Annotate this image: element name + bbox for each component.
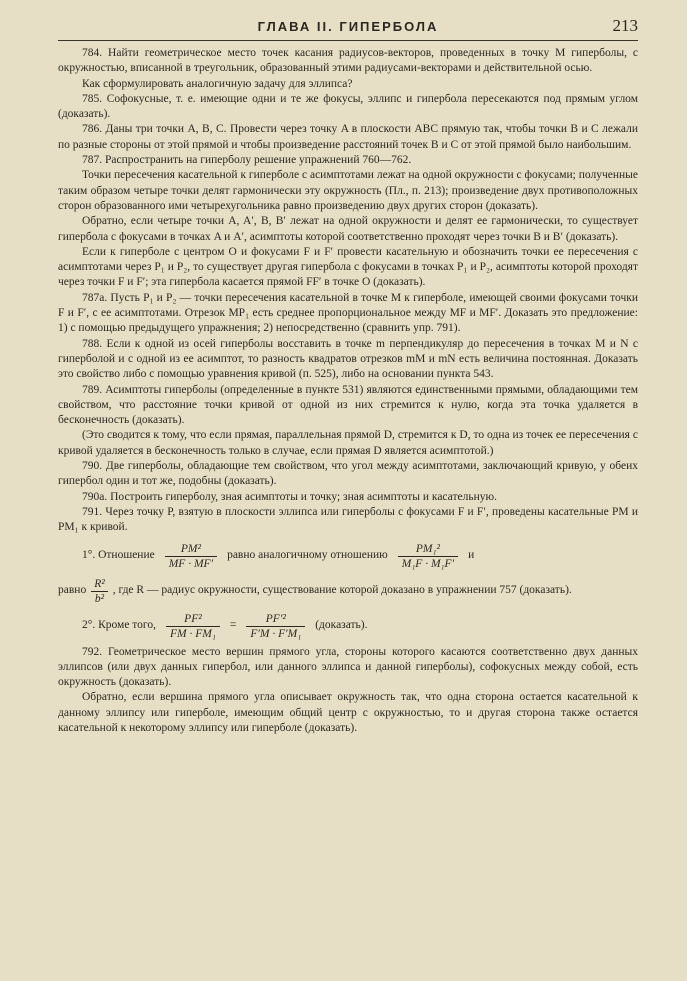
paragraph-792-b: Обратно, если вершина прямого угла описывает окружность так, что одна сторона остается касательной к данному эллипсу или гиперболе, имеющим общий центр с окружностью, то и другая сторона также остается касательной к некоторому эллипсу или гиперболе (доказать).	[58, 691, 638, 734]
paragraph-788: 788. Если к одной из осей гиперболы восставить в точке m перпендикуляр до пересечения в точках M и N с гиперболой и с одной из ее асимптот, то разность квадратов отрезков mM и mN есть величина постоянная. Доказать это свойство либо с помощью уравнения кривой (п. 525), либо на основании пункта 543.	[58, 337, 638, 381]
item-1-line-2	[58, 577, 638, 606]
paragraph-787a: 787а. Пусть P₁ и P₂ — точки пересечения касательной в точке M к гиперболе, имеющей своими фокусами точки F и F′, с ее асимптотами. Отрезок MP₁ есть среднее пропорциональное между MF и MF′. Доказать это предложение: 1) с помощью предыдущего упражнения; 2) непосредственно (сравнить упр. 791).	[58, 291, 638, 335]
paragraph-785: 785. Софокусные, т. е. имеющие одни и те же фокусы, эллипс и гипербола пересекаются под прямым углом (доказать).	[58, 92, 638, 121]
paragraph-784-question: Как сформулировать аналогичную задачу для эллипса?	[82, 77, 353, 90]
page-header	[58, 16, 638, 41]
item-2-lead: 2°. Кроме того,	[82, 619, 156, 632]
page-body	[58, 46, 638, 736]
item-1-line2-lead: равно	[58, 584, 87, 597]
fraction-r-over-b	[90, 577, 108, 606]
item-1-line2-text: , где R — радиус окружности, существование которой доказано в упражнении 757 (доказать).	[112, 584, 572, 597]
item-1-middle: равно аналогичному отношению	[227, 549, 388, 562]
fraction-denominator: b²	[91, 591, 108, 606]
fraction-pm-over-mf	[165, 542, 217, 571]
fraction-numerator: PM²	[180, 542, 201, 555]
paragraph-787-d: Если к гиперболе с центром O и фокусами F и F′ провести касательную и обозначить точки ее пересечения с асимптотами через P₁ и P₂, то существует другая гипербола с фокусами в точках P₁ и P₂, асимптоты которой проходят через точки F и F′; эта гипербола касается прямой FF′ в точке O (доказать).	[58, 245, 638, 289]
paragraph-789: 789. Асимптоты гиперболы (определенные в пункте 531) являются единственными прямыми, обладающими тем свойством, что расстояние точки кривой от одной из них стремится к нулю, когда эта точка удаляется в бесконечность (доказать).	[58, 383, 638, 427]
paragraph-784: 784. Найти геометрическое место точек касания радиусов-векторов, проведенных в точку M гиперболы, с окружностью, вписанной в треугольник, образованный этими радиусами-векторами и действительной осью.	[58, 47, 638, 75]
paragraph-789-note: (Это сводится к тому, что если прямая, параллельная прямой D, стремится к D, то одна из точек ее пересечения с кривой удаляется в бесконечность только в случае, если прямая D является асимптотой.)	[58, 429, 638, 457]
fraction-denominator: F′M · F′M₁	[246, 626, 305, 641]
paragraph-790: 790. Две гиперболы, обладающие тем свойством, что угол между асимптотами, заключающий кривую, у обеих гипербол один и тот же, подобны (доказать).	[58, 460, 638, 488]
equals-sign: =	[229, 619, 237, 632]
paragraph-787-c: Обратно, если четыре точки A, A′, B, B′ лежат на одной окружности и делят ее гармонически, то существует гипербола с фокусами в точках A и A′, асимптоты которой соответственно проходят через точки B и B′ (доказать).	[58, 215, 638, 243]
chapter-title: ГЛАВА II. ГИПЕРБОЛА	[257, 19, 439, 34]
paragraph-791: 791. Через точку P, взятую в плоскости эллипса или гиперболы с фокусами F и F′, проведены касательные PM и PM₁ к кривой.	[58, 505, 638, 534]
fraction-pm1-over-m1f	[398, 542, 458, 571]
fraction-pf-prime-over-fpm	[246, 612, 305, 641]
paragraph-790a: 790а. Построить гиперболу, зная асимптоты и точку; зная асимптоты и касательную.	[82, 490, 497, 503]
item-2-tail: (доказать).	[315, 619, 368, 632]
fraction-denominator: M₁F · M₁F′	[398, 556, 458, 571]
page-number: 213	[612, 16, 638, 35]
fraction-denominator: MF · MF′	[165, 556, 217, 571]
fraction-numerator: PF′²	[265, 612, 286, 625]
item-1-tail: и	[468, 549, 475, 562]
item-1-formula	[58, 542, 638, 571]
paragraph-786: 786. Даны три точки A, B, C. Провести через точку A в плоскости ABC прямую так, чтобы точки B и C лежали по разные стороны от этой прямой и чтобы произведение расстояний точек B и C от этой прямой было наибольшим.	[58, 123, 638, 151]
paragraph-792: 792. Геометрическое место вершин прямого угла, стороны которого касаются соответственно двух данных эллипсов (или двух данных гипербол, или данного эллипса и данной гиперболы), софокусных между собой, есть окружность (доказать).	[58, 645, 638, 689]
item-1-lead: 1°. Отношение	[82, 549, 155, 562]
paragraph-787-b: Точки пересечения касательной к гиперболе с асимптотами лежат на одной окружности с фокусами; полученные таким образом четыре точки делят гармонически эту окружность (Пл., п. 213); произведение двух противоположных сторон образованного ими четырехугольника равно произведению двух других сторон (доказать).	[58, 169, 638, 212]
fraction-numerator: PF²	[184, 612, 202, 625]
paragraph-787: 787. Распространить на гиперболу решение упражнений 760—762.	[82, 154, 412, 167]
fraction-numerator: R²	[94, 577, 105, 590]
item-2-formula	[58, 612, 638, 641]
fraction-numerator: PM₁²	[415, 542, 440, 555]
fraction-denominator: FM · FM₁	[166, 626, 220, 641]
fraction-pf-over-fm	[166, 612, 220, 641]
